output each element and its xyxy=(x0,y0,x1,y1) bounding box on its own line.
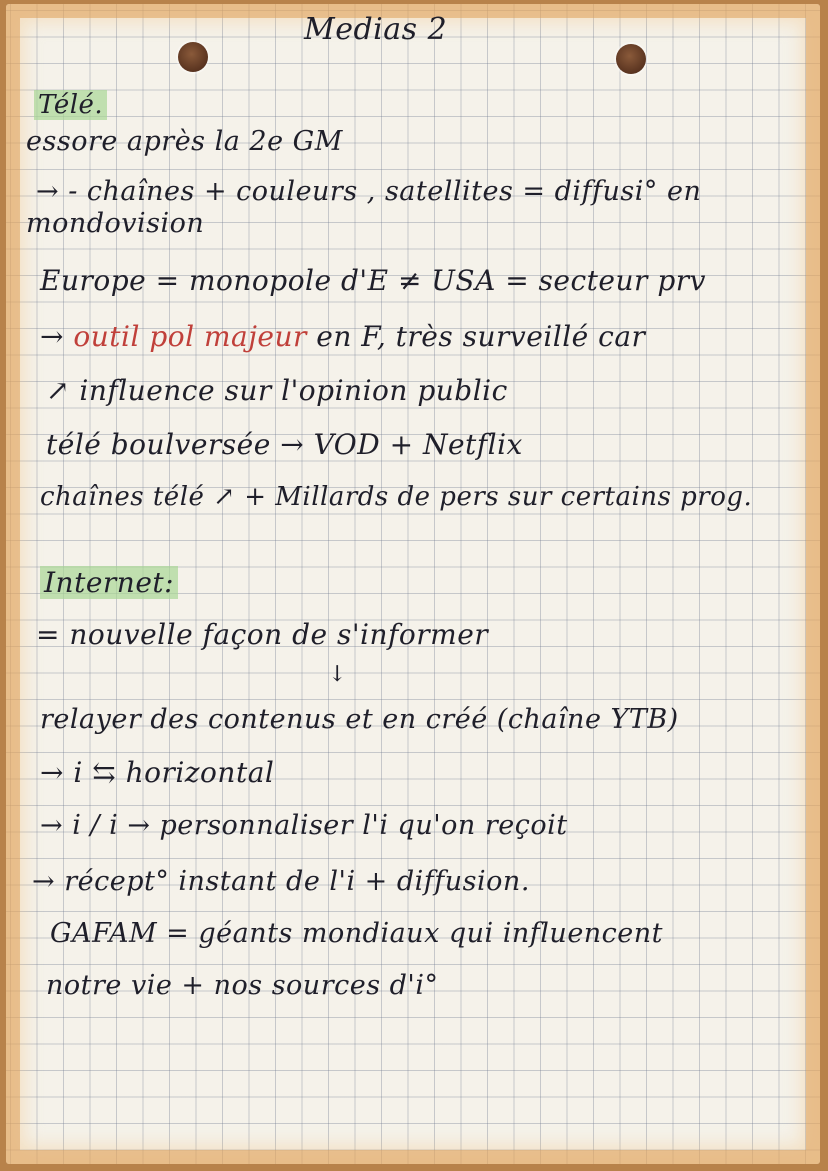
notebook-page xyxy=(6,4,820,1164)
note-line: chaînes télé ↗ + Millards de pers sur certains prog. xyxy=(40,482,753,512)
note-line: ↗ influence sur l'opinion public xyxy=(46,374,508,407)
section-heading-internet: Internet: xyxy=(40,566,178,599)
highlight-text-red: outil pol majeur xyxy=(73,320,307,353)
note-line: → - chaînes + couleurs , satellites = diffusi° en xyxy=(36,176,702,207)
note-line: GAFAM = géants mondiaux qui influencent xyxy=(50,918,664,949)
note-line: essore après la 2e GM xyxy=(26,126,343,157)
punch-hole-right xyxy=(616,44,646,74)
section-heading-tele: Télé. xyxy=(34,90,107,120)
note-line-outil xyxy=(40,320,645,353)
note-line: → i / i → personnaliser l'i qu'on reçoit xyxy=(40,810,568,841)
note-line: mondovision xyxy=(26,208,205,239)
note-line: Europe = monopole d'E ≠ USA = secteur prv xyxy=(40,264,706,297)
note-line: = nouvelle façon de s'informer xyxy=(36,618,489,651)
page-title: Medias 2 xyxy=(304,12,448,47)
note-line: relayer des contenus et en créé (chaîne YTB) xyxy=(40,704,679,735)
down-arrow-icon: ↓ xyxy=(328,662,347,687)
note-line: notre vie + nos sources d'i° xyxy=(46,970,439,1001)
note-line: → récept° instant de l'i + diffusion. xyxy=(32,866,530,897)
punch-hole-left xyxy=(178,42,208,72)
note-line: télé boulversée → VOD + Netflix xyxy=(46,428,523,461)
note-line: → i ⇆ horizontal xyxy=(40,756,275,789)
note-text: en F, très surveillé car xyxy=(316,320,646,353)
arrow-icon: → xyxy=(40,320,64,353)
